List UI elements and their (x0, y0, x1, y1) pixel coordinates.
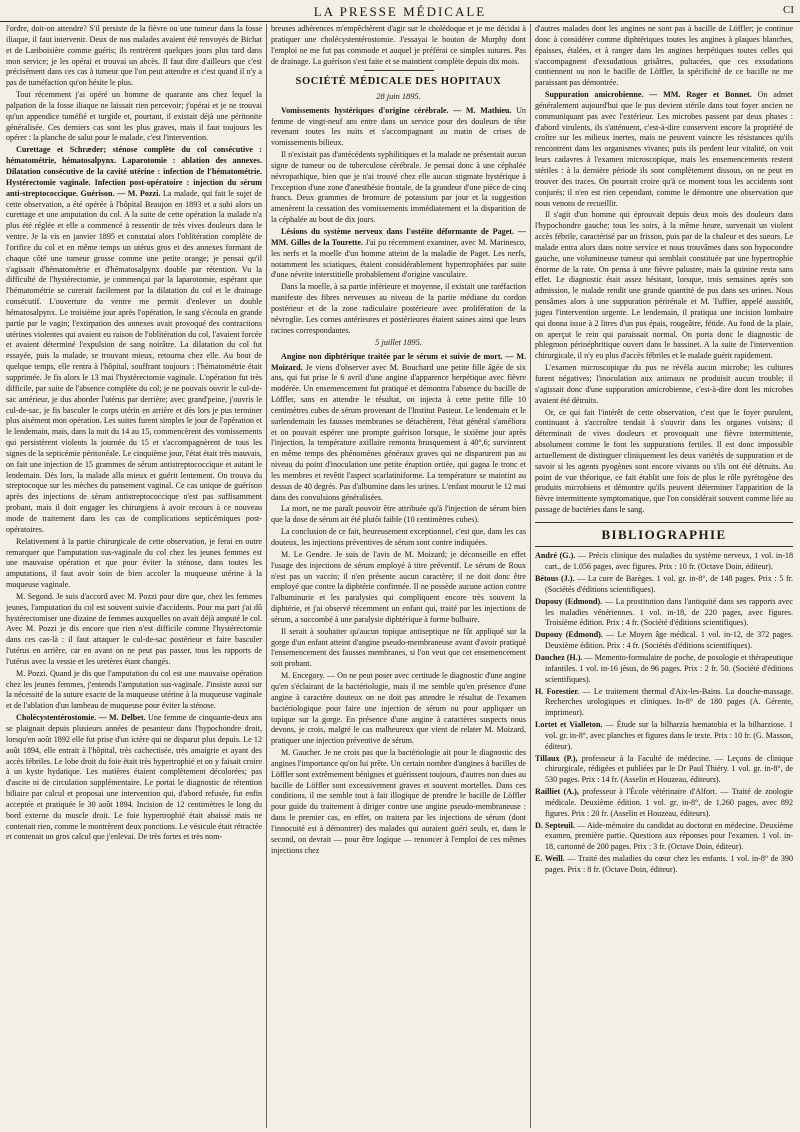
bib-text: professeur à l'École vétérinaire d'Alfort. — Traité de zoologie médicale. Deuxième édition. 1 vol. gr. in-8°, de 1.260 pages, avec 892 figures. Prix : 20 fr. (Asselin et Houzeau, éditeurs). (545, 787, 793, 818)
paragraph: d'autres malades dont les angines ne sont pas à bacille de Löffler; je continue donc à considérer comme diphtériques toutes les angines à plaques blanches, épaisses, étalées, et à ranger dans les angines herpétiques toutes celles qui s'accompagnent d'exsudatious grisâtres, pultacées, que ces exsudations contiennent ou non le bacille de Löffler, la spécificité de ce bacille ne me paraissant pas démontrée. (535, 24, 793, 88)
column-divider (266, 24, 267, 1128)
case-text: Un femme de vingt-neuf ans entre dans un service pour des douleurs de tête revenant toutes les nuits et s'accompagnant au matin de crises de vomissements bilieux. (271, 105, 526, 148)
case-author: — M. Mathieu. (453, 105, 512, 115)
running-head (0, 4, 800, 18)
section-title: SOCIÉTÉ MÉDICALE DES HOPITAUX (295, 76, 502, 88)
bib-author: Dupouy (Edmond). (535, 596, 603, 606)
paragraph: M. Encegory. — On ne peut poser avec certitude le diagnostic d'une angine qu'en s'éclairant de la bactériologie, mais il me semble qu'en présence d'une angine à caractère douteux on ne doit pas attendre le résultat de l'examen bactériologique pour faire une injection de sérum ou pour appliquer un topique sur la gorge. En présence d'une angine à caractères suspects nous devons, je crois, malgré le cas malheureux que vient de relater M. Moizard, pratiquer une injection préventive de sérum. (271, 671, 526, 746)
case-author: — MM. Gilles de la Tourette. (271, 226, 526, 247)
bib-author: Tillaux (P.), (535, 753, 578, 763)
paragraph: M. Gaucher. Je ne crois pas que la bactériologie ait pour le diagnostic des angines l'importance qu'on lui prête. Un certain nombre d'angines à bacilles de Löffler sont extrêmement bénignes et guérissent toujours, d'autres non dues au bacille de Löffler sont excessivement graves et souvent mortelles. Dans ces conditions, il me semble tout à fait illogique de prendre le bacille de Löffler pour guide du traitement à diriger contre une angine pseudo-membraneuse : dans le premier cas, en effet, on traitera par les injections de sérum (dont l'innocuité est à démontrer) des malades qui auraient guéri seuls, et, dans le second, on devrait — pour être logique — renoncer à l'emploi de ces mêmes injections chez (271, 748, 526, 855)
paragraph: Or, ce qui fait l'intérêt de cette observation, c'est que le foyer purulent, continuant à s'accroître tendait à s'ouvrir dans les organes voisins; il déterminait de vives douleurs et provoquait une fièvre intermittente, absolument comme le font les suppurations fertiles. Il est donc impossible actuellement de distinguer cliniquement les deux variétés de suppuration et de savoir si les agents pyogènes sont encore vivants ou s'ils ont été détruits. Au point de vue théorique, ce fait établit une fois de plus le rôle pyrétogène des produits microbiens et démontre qu'ils peuvent déterminer l'apparition de la fièvre intermittente symptomatique, que l'on considérait souvent comme liée au passage de bactéries dans le sang. (535, 407, 793, 515)
paragraph: Relativement à la partie chirurgicale de cette observation, je ferai en outre remarquer que l'amputation sus-vaginale du col chez les jeunes femmes est une mauvaise opération et que pour éviter la sténose, dans toutes les amputations, il faut avoir soin de bien accoler la muqueuse utérine à la muqueuse vaginale. (6, 536, 262, 590)
paragraph: Dans la moelle, à sa partie inférieure et moyenne, il existait une raréfaction manifeste des fibres nerveuses au niveau de la partie médiane du cordon postérieur et de la zone radiculaire postérieure avec prolifération de la névroglie. Les cornes antérieures et postérieures étaient saines ainsi que leurs racines correspondantes. (271, 282, 526, 335)
bib-text: — Le traitement thermal d'Aix-les-Bains. La douche-massage. Recherches urologiques et cliniques. In-8° de 180 pages (A. Gérente, imprimeur). (545, 686, 793, 718)
case-report (271, 227, 526, 281)
paragraph: Il s'agit d'un homme qui éprouvait depuis deux mois des douleurs dans l'hypochondre gauche; tous les soirs, à la même heure, survenait un violent accès fébrile, caractérisé par un frisson, puis par de la chaleur et des sueurs. Le malade entra alors dans notre service et nous trouvâmes dans son hypocondre gauche, une volumineuse tumeur qui semblait constituée par une hypertrophie énorme de la rate. On pensa à une fièvre palustre, mais la quinine resta sans effet. Le diagnostic était assez hésitant, lorsque, trois semaines après son admission, le malade rendit une grande quantité de pus dans ses urines. Nous pensâmes alors à une suppuration périrénale et M. Tuffier, appelé aussitôt, jugea l'intervention urgente. Le lendemain, il pratiqua une incision lombaire qui donna issue à 2 litres d'un pus épais, rougeâtre, fétide. Au fond de la plaie, on aperçut le rein qui paraissait normal. On porta donc le diagnostic de phlegmon périnéphritique ouvert dans le bassinet. A la suite de l'intervention chirurgicale, il n'y eu plus d'accès fébriles et le malade guérit rapidement. (535, 210, 793, 361)
case-text: Une femme de cinquante-deux ans se plaignait depuis plusieurs années de pesanteur dans l'hypochondre droit, lorsqu'en août 1892 elle fut prise d'un ictère qui ne disparut plus depuis. Le 12 août 1894, elle entrait à l'hôpital, très cachectisée, très amaigrie et ayant des accès fébriles. Le lobe droit du foie était très hypertrophié et on y faisait croire à un kyste hydatique. Les matières étaient complètement décolorées; pas d'ascite ni de circulation supplémentaire. Le portai le diagnostic de rétention biliaire par calcul et proposai une intervention qui, d'abord refusée, fut enfin acceptée et pratiquée le 30 août 1894. Incision de 12 centimètres le long du bord externe du muscle droit. Le foie hypertrophié était abaissé mais ne contenait rien, comme le montrèrent deux ponctions. Le vésicule était rétractée et contenait un gros calcul que j'enlevai. De très fortes et très nom- (6, 713, 262, 842)
paragraph: l'ordre, doit-on attendre? S'il persiste de la fièvre ou une tumeur dans la fosse iliaque, il faut intervenir. Deux de nos malades avaient été renvoyés de Bichat et de Lariboisière comme guéris; ils rentrèrent quelques jours plus tard dans mon service; je les opérai et trouvai un abcès. Il faut dire d'ailleurs que c'est précisément dans ces cas à tumeur que l'on peut attendre et c'est quand il n'y a pas de tuméfaction qu'on hésite le plus. (6, 24, 262, 88)
bib-author: D. Septeuil. (535, 820, 575, 830)
case-author: — MM. Roger et Bonnet. (649, 90, 752, 100)
case-text: J'ai pu récemment examiner, avec M. Marinesco, les nerfs et la moelle d'un homme atteint de la maladie de Paget. Les nerfs, notamment les sciatiques, étaient considérablement hypertrophiées par suite d'une névrite interstitielle probablement d'origine vasculaire. (271, 237, 526, 280)
case-report (271, 352, 526, 504)
bib-author: Railliet (A.), (535, 787, 579, 797)
section-rule (364, 70, 434, 71)
column-1 (6, 24, 262, 1124)
case-author: — M. Moizard. (271, 351, 526, 372)
paragraph: La mort, ne me paraît pouvoir être attribuée qu'à l'injection de sérum bien que la dose de sérum ait été plutôt faible (10 centimètres cubes). (271, 504, 526, 525)
case-heading: Cholécystentérostomie. (16, 713, 97, 723)
case-report (535, 90, 793, 209)
page-number: CI (783, 4, 794, 16)
bibliography-entry (535, 687, 793, 720)
bib-text: — Memento-formulaire de poche, de posologie et thérapeutique infantiles. 1 vol. in-16 jésus, de 96 pages. Prix : 2 fr. 50. (Société d'éditions scientifiques). (545, 652, 793, 684)
bibliography-entry (535, 754, 793, 787)
paragraph: M. Pozzi. Quand je dis que l'amputation du col est une mauvaise opération chez les jeunes femmes, j'entends l'amputation sus-vaginale. J'insiste aussi sur la nécessité de la suture exacte de la muqueuse utérine à la muqueuse vaginale et de l'ablation d'un lambeau de muqueuse pour éviter la sténose. (6, 668, 262, 711)
case-report (271, 106, 526, 149)
case-heading: Curettage et Schræder; sténose complète du col consécutive : hématométrie, hématosalpynx. Laparotomie : ablation des annexes. Dilatation consécutive de la cavité utérine : infection de l'hématométrie. Hystérectomie vaginale. Infection post-opératoire : injection du sérum anti-streptococcique. Guérison. (6, 145, 262, 198)
case-heading: Vomissements hystériques d'origine cérébrale. (281, 105, 449, 115)
session-date: 5 juillet 1895. (375, 338, 422, 348)
case-heading: Angine non diphtérique traitée par le sérum et suivie de mort. (281, 351, 503, 361)
bib-author: André (G.). (535, 551, 576, 561)
bib-author: E. Weill. (535, 854, 565, 864)
column-2 (271, 24, 526, 1124)
bibliography-entry (535, 574, 793, 596)
column-3 (535, 24, 793, 1124)
paragraph: M. Segond. Je suis d'accord avec M. Pozzi pour dire que, chez les femmes jeunes, l'amputation du col est souvent suivie d'accidents. Pour ma part j'ai dû hystérectomiser une dizaine de femmes auxquelles on avait déjà amputé le col. Avec M. Pozzi je dis encore que rien n'est difficile comme l'hystérectomie dans ces cas-là : il faut attaquer le cul-de-sac postérieur et faire basculer l'utérus en arrière, car en avant on ne peut pas passer, tous les rapports de l'utérus avec la vessie et les uretères étant changés. (6, 591, 262, 666)
case-heading: Suppuration amicrobienne. (545, 90, 644, 100)
case-author: — M. Delbet. (98, 713, 146, 723)
case-text: Je viens d'observer avec M. Bouchard une petite fille âgée de six ans, qui fut prise le 6 avril d'une angine d'apparence herpétique avec fièvre modérée. Un ensemencement fut pratiqué et démontra l'absence du bacille de Löffler, sans en attendre le résultat, on injecta à cette petite fille 10 centimètres cubes de sérum provenant de l'Institut Pasteur. Le lendemain et le surlendemain les fausses membranes se détachèrent, l'état général s'améliora et on pouvait espérer une prompte guérison lorsque, le sixième jour après l'injection, la température axillaire remonta brusquement à 40°,6; survinrent en même temps des phénomènes généraux graves qui ne disparurent pas au niveau du point d'inoculation une petite éruption ortiée, qui gagna le tronc et les membres et revêtit l'aspect scarlatiniforme. La température se maintint au dessus de 40 degrés. Pas d'albumine dans les urines. L'enfant mourut le 12 mai dans des convulsions généralisées. (271, 362, 526, 502)
case-report (6, 145, 262, 535)
bibliography-entry (535, 597, 793, 630)
case-text: La malade, qui fait le sujet de cette observation, a été opérée à l'hôpital Beaujon en 1893 et a subi alors un curettage et une amputation du col. A la suite de cette opération la malade n'a plus été réglée et elle a commencé à ressentir de très vives douleurs dans le ventre. Je la vis en janvier 1895 et constatai alors l'oblitération complète de l'orifice du col et en même temps un utérus gros et des annexes formant de chaque côté une tumeur grosse comme une petite orange; je pensai qu'il s'agissait d'hématométrie et d'hématosalpynx double par rétention. Vu la difficulté de l'hystérectomie, je commençai par la laparotomie, espérant que l'hématométrie se curerait facilement par la dilatation du col et le drainage consécutif. L'ouverture du ventre me permit d'enlever un double hématosalpynx. Le troisième jour après l'opération, le sang s'écoula en grande partie par le vagin; l'extirpation des annexes avait provoqué des contractions utérines violentes qui avaient eu raison de l'oblitération du col, l'avaient forcée et avaient déterminé l'expulsion de sang noirâtre. La dilatation du col fut essayée, puis la malade, se trouvant mieux, retourna chez elle. Au bout de quelque temps, elle rentra à l'hôpital, souffrant toujours : l'hématométrie était supprimée. Je fis alors le 13 mai l'hystérectomie vaginale. L'opération fut très difficile, par suite de l'absence complète du col; je ne pouvais ouvrir le cul-de-sac antérieur, je dus aborder l'utérus par derrière; avec grand'peine, j'ouvris le cul-de-sac, je fis basculer le corps utérin en arrière et dès lors je pus terminer plus aisément mon opération. Les suites furent simples le jour de l'opération et le lendemain, mais, dans la nuit du 14 au 15, commencèrent des vomissements qui persistèrent violents la journée du 15 et s'accompagnèrent de tous les signes de la septicémie péritonéale. Le cinquième jour, l'état était très mauvais, on fait une injection de 15 grammes de sérum antistreptococcique et autant le lendemain. Dès lors, la malade alla mieux et guérit lentement. On trouva du streptocoque sur les mèches du pansement vaginal. Ce cas unique de guérison après des injections de sérum antistreptococcique n'est pas suffisamment probant, mais il doit engager les chirurgiens à avoir recours à ce nouveau mode de traitement dans les cas de complications septicémiques post-opératoires. (6, 188, 262, 534)
case-report (6, 713, 262, 843)
bibliography-entry (535, 551, 793, 573)
bib-text: — Traité des maladies du cœur chez les enfants. 1 vol. in-8° de 390 pages. Prix : 8 fr. (Octave Doin, éditeur). (545, 854, 793, 874)
paragraph: Tout récemment j'ai opéré un homme de quarante ans chez lequel la palpation de la fosse iliaque ne laissait rien percevoir; j'opérai et je ne trouvai qu'un appendice tuméfié et turgide et, pourtant, il existait déjà une péritonite généralisée. Ces derniers cas sont les plus graves, mais il faut toujours les opérer : la planche de salut pour le malade, c'est l'intervention. (6, 90, 262, 143)
session-date: 28 juin 1895. (376, 92, 421, 102)
case-text: On admet généralement aujourd'hui que le pus devient stérile dans tout foyer ancien ne communiquant pas avec l'extérieur. Les microbes passent par deux phases : d'abord virulents, ils s'atténuent, c'est-à-dire conservent encore la propriété de croître sur les milieux inertes, mais ne peuvent vaincre les résistances qu'ils rencontrent dans les organismes vivants; puis ils perdent leur vitalité, on voit leurs cadavres à l'examen microscopique, mais les ensemencements restent stériles : à la dernière période ils sont complètement dissous, on ne peut en trouver des traces. On pourrait croire qu'à ce moment tous les accidents sont conjurés; il n'en est rien cependant, comme le démontre une observation que nous venons de recueillir. (535, 90, 793, 208)
bib-author: Bétous (J.). (535, 574, 575, 584)
case-heading: Lésions du système nerveux dans l'ostéite déformante de Paget. (281, 226, 515, 236)
bib-text: — Étude sur la bilharzia hæmatobia et la bilharziose. 1 vol. gr. in-8°, avec planches et figures dans le texte. Prix : 10 fr. (G. Masson, éditeur). (545, 720, 793, 751)
paragraph: Il serait à souhaiter qu'aucun topique antiseptique ne fût appliqué sur la gorge d'un enfant atteint d'angine pseudo-membraneuse avant d'avoir pratiqué l'ensemencement des fausses membranes, si l'on veut que cet ensemencement soit probant. (271, 626, 526, 669)
bib-text: — Précis clinique des maladies du système nerveux, 1 vol. in-18 cart., de 1.056 pages, avec figures. Prix : 10 fr. (Octave Doin, éditeur). (545, 551, 793, 572)
bibliography-entry (535, 787, 793, 820)
bib-author: Lortet et Vialleton. (535, 720, 603, 730)
bib-author: Dupouy (Edmond). (535, 630, 603, 640)
bib-text: — Aide-mémoire du candidat au doctorat en médecine. Deuxième examen, première partie. Questions aux réponses pour l'examen. 1 vol. in-18, cartonné de 200 pages. Prix : 3 fr. (Octave Doin, éditeur). (545, 820, 793, 852)
bibliography-entry (535, 653, 793, 686)
bib-text: — La prostitution dans l'antiquité dans ses rapports avec les maladies vénériennes. 1 vol. in-18, de 220 pages, avec figures. Troisième édition. Prix : 4 fr. (Société d'éditions scientifiques). (545, 596, 793, 628)
column-divider (530, 24, 531, 1128)
journal-title: LA PRESSE MÉDICALE (313, 4, 487, 19)
paragraph: L'examen microscopique du pus ne révéla aucun microbe; les cultures furent négatives; l'inoculation aux animaux ne produisit aucun trouble; il s'agissait donc d'une suppuration amicrobienne, c'est-à-dire dont les microbes avaient été détruits. (535, 363, 793, 405)
bib-text: — Le Moyen âge médical. 1 vol. in-12, de 372 pages. Deuxième édition. Prix : 4 fr. (Sociétés d'éditions scientifiques). (545, 630, 793, 651)
bib-text: — La cure de Barèges. 1 vol. gr. in-8°, de 148 pages. Prix : 5 fr. (Sociétés d'éditions scientifiques). (545, 574, 793, 594)
bib-author: Dauchez (H.). (535, 652, 583, 662)
paragraph: La conclusion de ce fait, heureusement exceptionnel, c'est que, dans les cas douteux, les injections préventives de sérum sont contre indiquées. (271, 527, 526, 547)
bibliography-entry (535, 720, 793, 753)
bibliography-list (535, 551, 793, 875)
bib-author: H. Forestier. (535, 686, 580, 696)
bibliography-title: BIBLIOGRAPHIE (535, 522, 793, 547)
bibliography-entry (535, 630, 793, 652)
paragraph: Il n'existait pas d'antécédents syphilitiques et la malade ne présentait aucun signe de tumeur ou de tuberculose cérébrale. Je pensai donc à une céphalée névropathique, bien que je n'ai trouvé chez elle aucun stigmate hystérique à l'exception d'une zone d'anesthésie frontale, de la grandeur d'une pièce de cinq francs. Deux grammes de bromure de potassium par jour et la suggestion amenèrent la cessation des vomissements immédiatement et la disparition de la céphalée au bout de dix jours. (271, 150, 526, 225)
bibliography-entry (535, 821, 793, 854)
bibliography-entry (535, 854, 793, 876)
header-rule (0, 21, 800, 22)
case-author: — M. Pozzi. (117, 188, 161, 198)
bib-text: professeur à la Faculté de médecine. — Leçons de clinique chirurgicale, rédigées et publiées par le Dr Paul Thiéry. 1 vol. gr. in-8°, de 530 pages. Prix : 14 fr. (Asselin et Houzeau, éditeurs). (545, 753, 793, 785)
paragraph: breuses adhérences m'empêchèrent d'agir sur le cholédoque et je me décidai à pratiquer une cholécystentérostomie. J'essayai le bouton de Murphy dont l'emploi ne me fut pas commode et auquel je préférai ce simples sutures. Pas de drainage. La guérison s'est faite et se maintient complète depuis dix mois. (271, 24, 526, 66)
paragraph: M. Le Gendre. Je suis de l'avis de M. Moizard; je déconseille en effet l'usage des injections de sérum employé à titre préventif. Le sérum de Roux n'est pas un vaccin; il n'en présente aucun caractère; il ne doit donc être employé que contre la diphtérie confirmée. Il ne possède aucune action contre l'albuminurie et les paralysies qui compliquent encore très souvent la diphtérie, et j'ai observé récemment un enfant qui, traité par les injections de sérum, a succombé à une paralysie diphtérique à forme bulbaire. (271, 549, 526, 624)
